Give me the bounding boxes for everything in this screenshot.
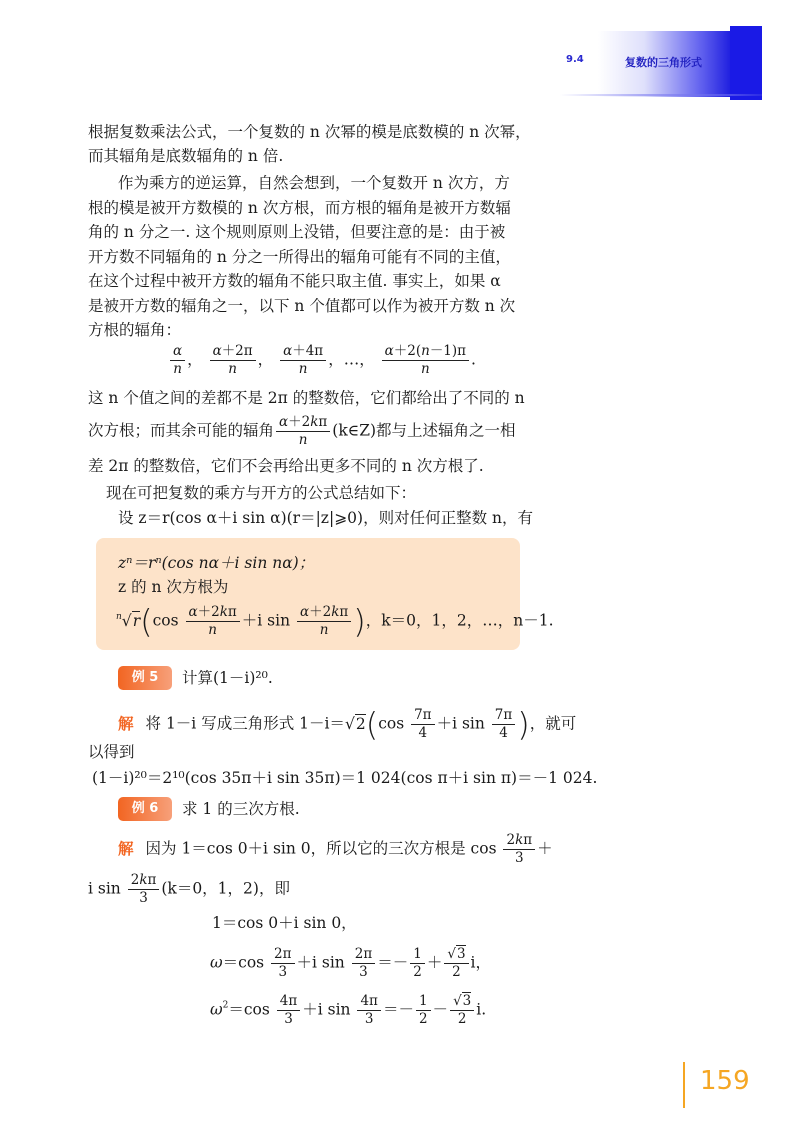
section-title: 复数的三角形式 — [625, 56, 702, 69]
root-formula: $^n$√r(cos $\frac{\alpha+2k\pi}{n}$ ＋i sin $\frac{\alpha+2k\pi}{n}$ )，k＝0，1，2，…，n－1. — [116, 602, 554, 641]
text-segment: (k＝0，1，2)，即 — [161, 879, 290, 898]
argument-list-formula: $\frac{\alpha}{n}$ ， $\frac{\alpha+2\pi}{n}$ ， $\frac{\alpha+4\pi}{n}$ ，…， $\frac{\alpha+2(n-1)\pi}{n}$ . — [168, 343, 476, 378]
example-5-badge: 例 5 — [118, 666, 172, 690]
example-5-solution: 解 将 1－i 写成三角形式 1－i＝√2(cos $\frac{7\pi}{4}$ ＋i sin $\frac{7\pi}{4}$ )，就可 — [118, 705, 577, 744]
example-6-question: 求 1 的三次方根. — [182, 800, 300, 818]
paragraph-line: 方根的辐角： — [88, 321, 182, 339]
example-5-result: (1－i)²⁰＝2¹⁰(cos 35π＋i sin 35π)＝1 024(cos π＋i sin π)＝－1 024. — [92, 769, 598, 787]
paragraph-line: 这 n 个值之间的差都不是 2π 的整数倍，它们都给出了不同的 n — [88, 389, 525, 407]
solution-label: 解 — [118, 839, 134, 858]
paragraph-line: 根的模是被开方数模的 n 次方根，而方根的辐角是被开方数辐 — [88, 199, 511, 217]
example-6-solution: 解 因为 1＝cos 0＋i sin 0，所以它的三次方根是 cos $\frac{2k\pi}{3}$ ＋ — [118, 832, 553, 866]
root-formula-intro: z 的 n 次方根为 — [118, 578, 229, 596]
cube-root-1: 1＝cos 0＋i sin 0， — [212, 914, 357, 932]
text-segment: 将 1－i 写成三角形式 1－i＝ — [145, 714, 345, 733]
text-segment: (k∈Z)都与上述辐角之一相 — [332, 421, 516, 440]
cube-root-omega-squared: $\omega^2=\cos$ $\frac{4\pi}{3}$ ＋i sin $\frac{4\pi}{3}$ ＝－ $\frac{1}{2}$ － $\frac{√3}{2}$ i. — [210, 993, 487, 1027]
paragraph-line: 差 2π 的整数倍，它们不会再给出更多不同的 n 次方根了. — [88, 457, 484, 475]
solution-label: 解 — [118, 714, 134, 733]
page-number-divider — [683, 1062, 685, 1108]
paragraph-line: 而其辐角是底数辐角的 n 倍. — [88, 147, 284, 165]
paragraph-line: 以得到 — [88, 743, 135, 761]
paragraph-line: 根据复数乘法公式，一个复数的 n 次幂的模是底数模的 n 次幂， — [88, 123, 531, 141]
text-segment: 因为 1＝cos 0＋i sin 0，所以它的三次方根是 cos — [145, 839, 497, 858]
paragraph-line: 在这个过程中被开方数的辐角不能只取主值. 事实上，如果 α — [88, 272, 501, 290]
paragraph-line: 开方数不同辐角的 n 分之一所得出的辐角可能有不同的主值， — [88, 248, 511, 266]
example-5-question: 计算(1－i)²⁰. — [182, 669, 273, 687]
paragraph-line: 作为乘方的逆运算，自然会想到，一个复数开 n 次方，方 — [118, 174, 510, 192]
root-formula-tail: ，k＝0，1，2，…，n－1. — [365, 611, 554, 630]
text-segment: 次方根；而其余可能的辐角 — [88, 421, 275, 440]
text-segment: ，就可 — [529, 714, 577, 733]
header-underline — [560, 94, 762, 96]
paragraph-line: 次方根；而其余可能的辐角 $\frac{\alpha+2k\pi}{n}$ (k∈Z)都与上述辐角之一相 — [88, 414, 516, 448]
header-accent-bar — [730, 26, 762, 100]
paragraph-line: 是被开方数的辐角之一，以下 n 个值都可以作为被开方数 n 次 — [88, 297, 516, 315]
section-number: 9.4 — [566, 54, 584, 65]
paragraph-line: 设 z＝r(cos α＋i sin α)(r＝|z|⩾0)，则对任何正整数 n，有 — [118, 509, 534, 527]
paragraph-line: 现在可把复数的乘方与开方的公式总结如下： — [106, 484, 417, 502]
page-number: 159 — [700, 1066, 750, 1096]
power-formula: zⁿ＝rⁿ(cos nα＋i sin nα)； — [118, 554, 315, 572]
paragraph-line: 角的 n 分之一. 这个规则原则上没错，但要注意的是：由于被 — [88, 223, 506, 241]
cube-root-omega: ω＝cos $\frac{2\pi}{3}$ ＋i sin $\frac{2\pi}{3}$ ＝－ $\frac{1}{2}$ ＋ $\frac{√3}{2}$ i， — [210, 946, 491, 980]
example-6-line2: i sin $\frac{2k\pi}{3}$ (k＝0，1，2)，即 — [88, 872, 290, 906]
example-6-badge: 例 6 — [118, 797, 172, 821]
